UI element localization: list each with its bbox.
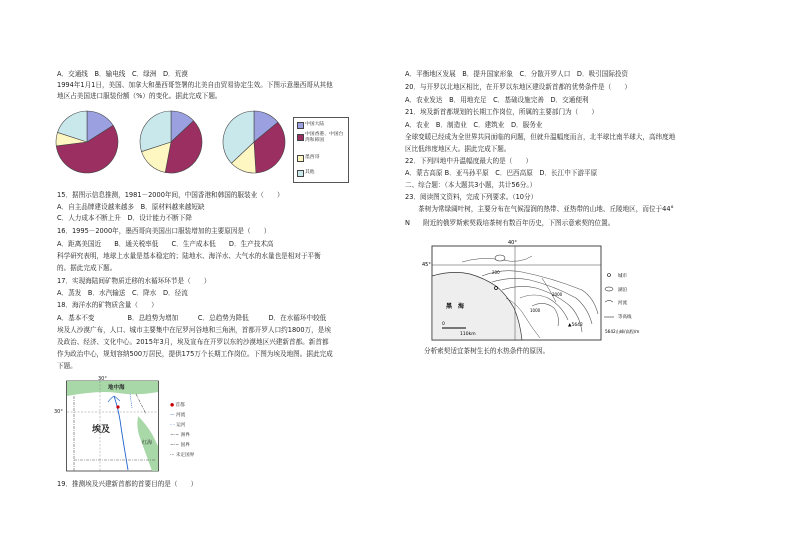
legend-lake: 湖泊: [618, 288, 627, 293]
intro-water-line1: 科学研究表明，地球上水量是基本稳定的；陆地水、海洋水、大气水的水量也是相对于平衡: [57, 252, 321, 260]
tea-intro-line1: 茶树为常绿阔叶树，主要分布在气候湿润的热带、亚热带的山地、丘陵地区，而位于44°: [405, 205, 674, 213]
tea-intro-line2: N 附近的俄罗斯索契栽培茶树有数百年历史，下图示意索契的位置。: [405, 219, 615, 227]
pie-legend: [293, 117, 349, 183]
legend-national-border: −·− 国界: [170, 443, 190, 448]
black-sea-label: 黑 海: [446, 303, 465, 310]
q16-options: A．距离美国近 B．通关税率低 C．生产成本低 D．生产技术高: [57, 240, 274, 248]
legend-peak: 5642山峰/高程/m: [605, 329, 640, 334]
svg-text:0: 0: [442, 322, 445, 327]
legend-mexico: 墨西哥: [305, 155, 320, 160]
intro-egypt-line1: 埃及人沙漠广布，人口、城市主要集中在尼罗河谷地和三角洲，首都开罗人口约1800万，是埃: [57, 326, 331, 334]
red-sea-label: 红海: [142, 440, 153, 446]
mediterranean-label: 地中海: [108, 385, 125, 391]
sochi-map: [422, 238, 646, 342]
intro-mexico-line2: 地区占美国进口服装份额（%）的变化。据此完成下题。: [57, 92, 222, 100]
cairo-marker: [116, 405, 119, 408]
legend-city: 城市: [618, 274, 627, 279]
legend-swatch-other: [297, 170, 304, 177]
q21-options: A．农业 B．制造业 C．建筑业 D．服务业: [405, 121, 543, 129]
q22-stem: 22．下列四地中升温幅度最大的是（ ）: [405, 157, 533, 165]
q18-stem: 18．海洋水的矿物质含量（ ）: [57, 301, 158, 309]
q17-options: A．蒸发 B．水汽输送 C．降水 D．径流: [57, 289, 188, 297]
egypt-country-label: 埃及: [92, 425, 111, 435]
section-2-heading: 二、综合题：（本大题共3小题，共计56分。）: [405, 181, 537, 189]
q19-options: A．平衡地区发展 B．提升国家形象 C．分散开罗人口 D．吸引国际投资: [405, 70, 629, 78]
legend-contour: 等高线: [618, 315, 632, 320]
egypt-lat-label: 30°: [54, 409, 63, 415]
legend-mainland: 中国大陆: [305, 122, 325, 127]
contour-2000-label: 2000: [552, 292, 563, 297]
q14-options: A．交通线 B．输电线 C．绿洲 D．荒漠: [57, 70, 188, 78]
q21-stem: 21．埃及新首都规划的长期工作岗位，所属的主要部门为（ ）: [405, 108, 599, 116]
legend-canal: - - 运河: [170, 423, 186, 428]
q15-stem: 15．据图示信息推测，1981－2000年间，中国香港和韩国的服装业（ ）: [57, 191, 284, 199]
legend-other: 其他: [305, 170, 315, 175]
legend-undetermined-border: ··· 未定国界: [170, 453, 195, 458]
map-caption: 分析索契适宜茶树生长的水热条件的原因。: [424, 347, 550, 355]
intro-water-line2: 的。据此完成下题。: [57, 264, 117, 272]
contour-1000-label: 1000: [530, 308, 541, 313]
sochi-lon-label: 40°: [508, 240, 517, 246]
legend-swatch-mainland: [297, 122, 304, 129]
intro-egypt-line2: 及政治、经济、文化中心。2015年3月，埃及宣布在开罗以东的沙漠地区兴建新首都。新首都: [57, 338, 329, 346]
intro-warming-line2: 区比低纬度地区大。据此完成下题。: [405, 145, 511, 153]
intro-egypt-line4: 下题。: [57, 362, 77, 370]
legend-continent-border: −·− 洲界: [170, 433, 190, 438]
q22-options: A．蒙古高原 B．亚马孙平原 C．巴西高原 D．长江中下游平原: [405, 169, 598, 177]
egypt-legend: [170, 403, 200, 465]
peak-label: ▲5642: [568, 323, 583, 328]
legend-swatch-mexico: [297, 155, 304, 162]
pie-charts: [54, 104, 292, 184]
egypt-map: [54, 374, 168, 472]
intro-mexico-line1: 1994年1月1日，美国、加拿大和墨西哥签署的北美自由贸易协定生效。下图示意墨西哥从其他: [57, 81, 333, 89]
q15-options-ab: A．自主品牌建设越来越多 B．原材料越来越短缺: [57, 203, 205, 211]
legend-swatch-hk-tw-kr: [297, 134, 304, 141]
q19-stem: 19．推测埃及兴建新首都的首要目的是（ ）: [57, 480, 198, 488]
legend-capital: ● 首都: [170, 403, 185, 408]
egypt-lon-label: 30°: [98, 376, 107, 382]
q18-options: A．基本不变 B．总趋势为增加 C．总趋势为降低 D．在水循环中较低: [57, 314, 327, 322]
scale-label: 110km: [460, 332, 476, 337]
intro-warming-line1: 全球变暖已经成为全世界共同面临的问题，但就升温幅度而言，北半球比南半球大，高纬度地: [405, 133, 676, 141]
q17-stem: 17．实现海陆间矿物质迁移的水循环环节是（ ）: [57, 277, 211, 285]
q20-stem: 20．与开罗以北地区相比，在开罗以东地区建设新首都的优势条件是（ ）: [405, 83, 631, 91]
intro-egypt-line3: 作为政治中心，规划容纳500万居民，提供175万个长期工作岗位。下图为埃及地图。据此完成: [57, 350, 333, 358]
legend-river: — 河流: [170, 413, 186, 418]
q16-stem: 16．1995－2000年，墨西哥向美国出口服装增加的主要原因是（ ）: [57, 227, 271, 235]
legend-river: 河流: [618, 301, 627, 306]
q15-options-cd: C．人力成本不断上升 D．设计能力不断下降: [57, 214, 192, 222]
sochi-lat-label: 45°: [422, 262, 431, 268]
q23-stem: 23．阅读图文资料，完成下列要求。（10分）: [405, 193, 538, 201]
legend-hk-tw-kr: 中国香港、中国台湾和韩国: [305, 132, 344, 143]
contour-200-label: 200: [492, 270, 500, 275]
q20-options: A．农业发达 B．用地充足 C．基础设施完善 D．交通便利: [405, 96, 589, 104]
